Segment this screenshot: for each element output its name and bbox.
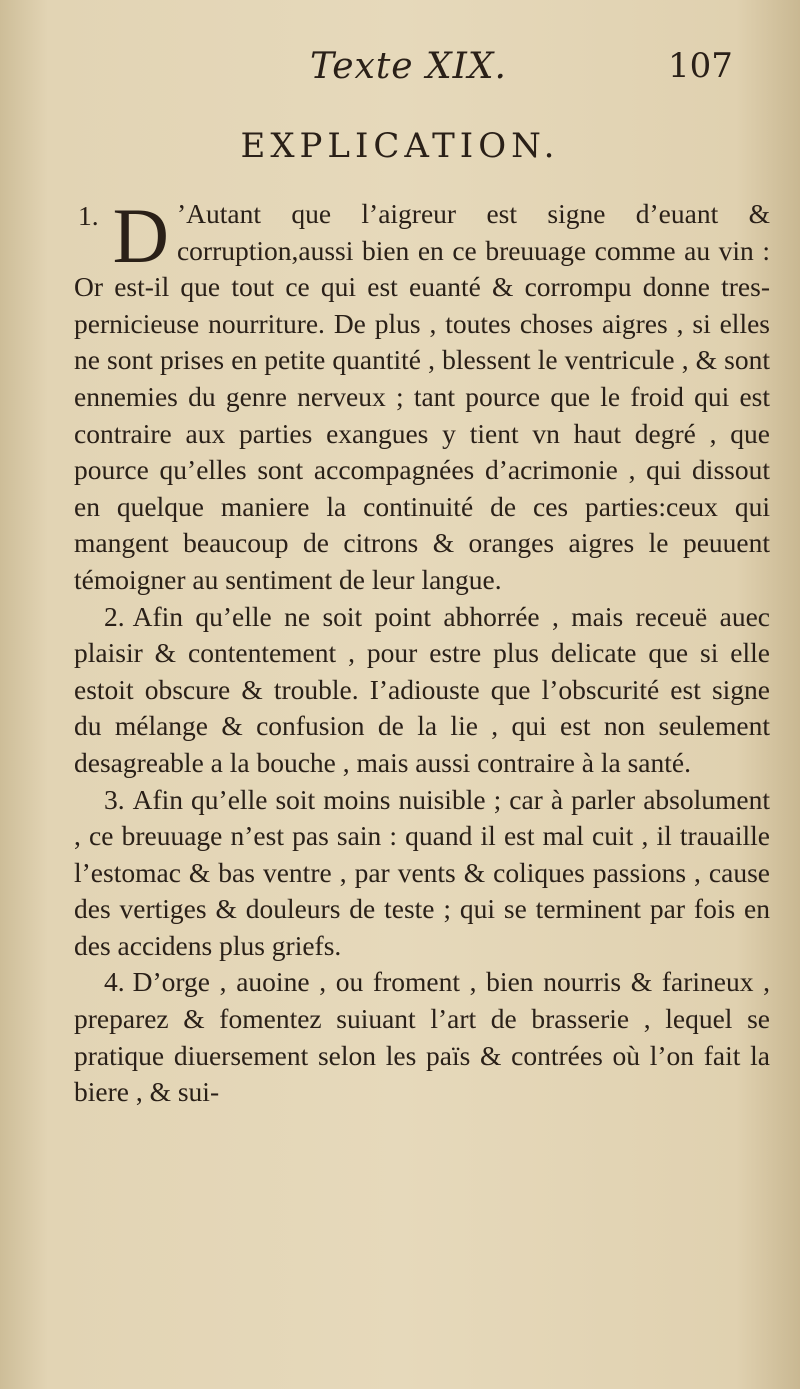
page-header bbox=[0, 44, 800, 104]
body-text bbox=[74, 192, 770, 1111]
paragraph-text: ’Autant que l’aigreur est signe d’euant & corruption,aussi bien en ce breuuage comme au vin : Or est-il que tout ce qui est euanté & corrompu donne tres-pernicieuse nourriture. De plus , toutes choses aigres , si elles ne sont prises en petite quantité , blessent le ventricule , & sont ennemies du genre nerveux ; tant pource que le froid qui est contraire aux parties exangues y tient vn haut degré , que pource qu’elles sont accompagnées d’acrimonie , qui dissout en quelque maniere la continuité de ces parties:ceux qui mangent beaucoup de citrons & oranges aigres le peuuent témoigner au sentiment de leur langue. bbox=[74, 198, 770, 595]
paragraph-4 bbox=[74, 964, 770, 1110]
drop-cap: D bbox=[112, 192, 169, 279]
section-heading: EXPLICATION. bbox=[240, 126, 560, 166]
paragraph-3 bbox=[74, 782, 770, 965]
paragraph-text: Afin qu’elle soit moins nuisible ; car à parler absolument , ce breuuage n’est pas sain : quand il est mal cuit , il trauaille l’estomac & bas ventre , par vents & coliques passions , cause des vertiges & douleurs de teste ; qui se terminent par fois en des accidens plus griefs. bbox=[74, 783, 770, 961]
paragraph-number: 3. bbox=[104, 783, 125, 815]
paragraph-number: 4. bbox=[104, 966, 125, 998]
paragraph-1 bbox=[74, 192, 770, 599]
paragraph-2 bbox=[74, 599, 770, 782]
paragraph-text: D’orge , auoine , ou froment , bien nourris & farineux , preparez & fomentez suiuant l’art de brasserie , lequel se pratique diuersement selon les païs & contrées où l’on fait la biere , & sui- bbox=[74, 966, 770, 1108]
paragraph-text: Afin qu’elle ne soit point abhorrée , mais receuë auec plaisir & contentement , pour estre plus delicate que si elle estoit obscure & trouble. I’adiouste que l’obscurité est signe du mélange & confusion de la lie , qui est non seulement desagreable a la bouche , mais aussi contraire à la santé. bbox=[74, 600, 770, 778]
running-title: Texte XIX. bbox=[310, 46, 507, 87]
paragraph-number: 2. bbox=[104, 600, 125, 632]
page-number: 107 bbox=[668, 46, 733, 86]
paragraph-number: 1. bbox=[78, 200, 99, 231]
